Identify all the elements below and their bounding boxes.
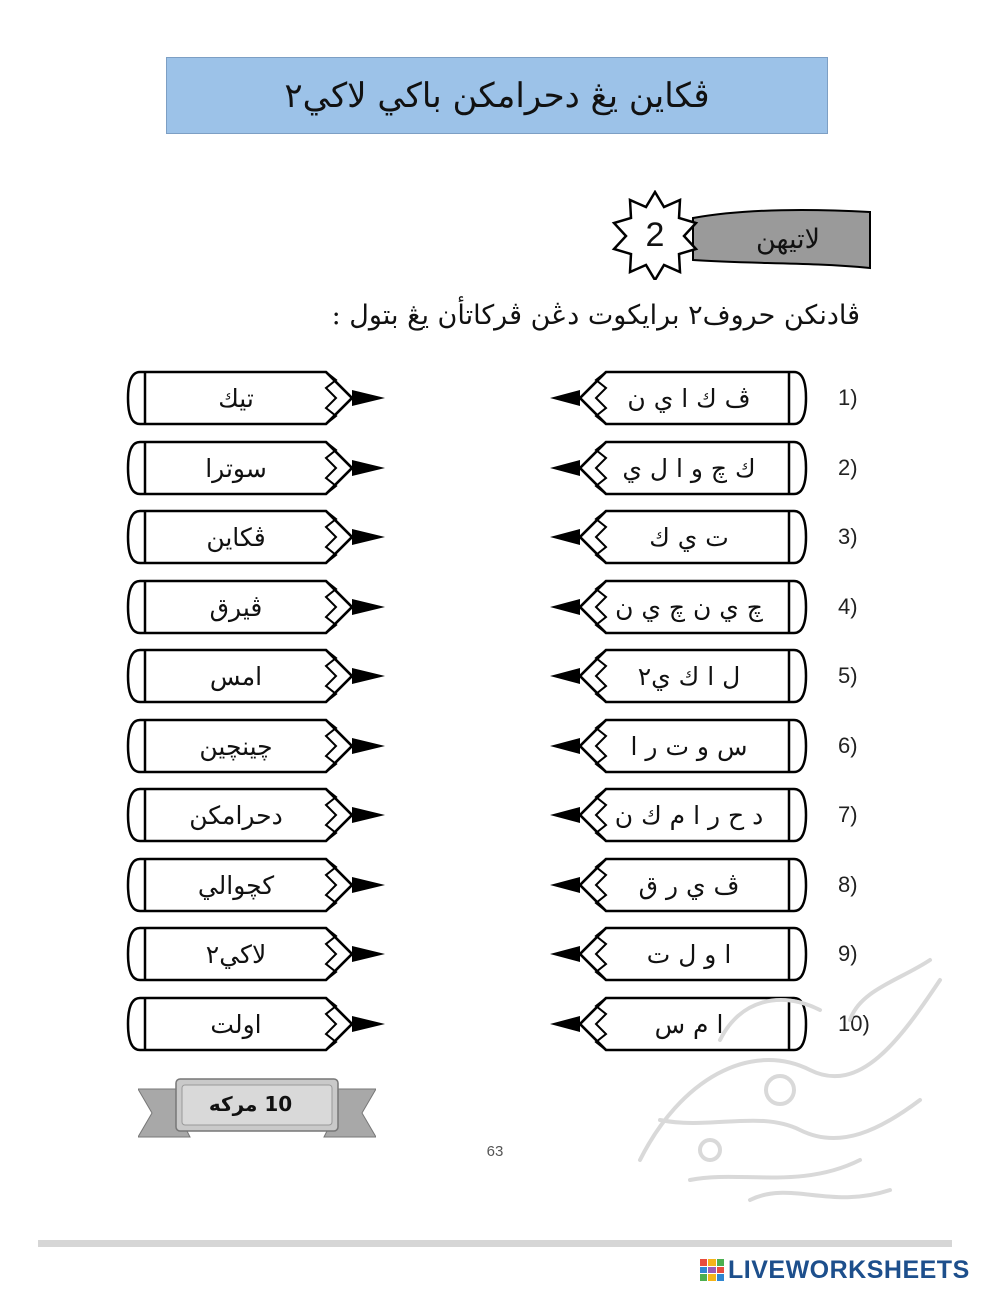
- word-text: تيك: [218, 383, 254, 413]
- letters-text: ا م س: [654, 1009, 724, 1039]
- letters-text: چ ي ن چ ي ن: [615, 592, 763, 622]
- word-text: اولت: [210, 1009, 262, 1039]
- footer-divider: [38, 1240, 952, 1247]
- word-text: دحرامكن: [189, 800, 283, 830]
- word-text: كچوالي: [197, 870, 275, 900]
- letters-pencil[interactable]: [0, 370, 820, 426]
- row-number: 5): [838, 663, 858, 688]
- letters-text: ڤ ي ر ق: [638, 870, 740, 900]
- row-number: 4): [838, 594, 858, 619]
- letters-text: س و ت ر ا: [630, 731, 748, 761]
- marks-label: 10 مركه: [208, 1092, 293, 1116]
- word-text: سوترا: [205, 453, 267, 483]
- exercise-badge: [598, 190, 873, 280]
- word-text: ڤيرق: [209, 592, 263, 622]
- row-number: 1): [838, 385, 858, 410]
- worksheet-title: ڤكاين يڠ دحرامكن باكي لاكي٢: [284, 75, 710, 116]
- row-number: 7): [838, 802, 858, 827]
- letters-pencil[interactable]: [0, 857, 820, 913]
- letters-text: ل ا ك ي٢: [637, 661, 741, 691]
- letters-pencil[interactable]: [0, 579, 820, 635]
- letters-pencil[interactable]: [0, 787, 820, 843]
- word-text: لاكي٢: [205, 939, 267, 969]
- row-number: 6): [838, 733, 858, 758]
- row-number: 9): [838, 941, 858, 966]
- exercise-number: 2: [645, 215, 665, 254]
- worksheet-title-banner: [166, 57, 828, 134]
- letters-text: ا و ل ت: [646, 939, 732, 969]
- row-number: 2): [838, 455, 858, 480]
- row-number: 8): [838, 872, 858, 897]
- word-text: امس: [209, 661, 263, 691]
- letters-pencil[interactable]: [0, 509, 820, 565]
- letters-pencil[interactable]: [0, 440, 820, 496]
- page-number: 63: [486, 1143, 504, 1160]
- letters-text: د ح ر ا م ك ن: [614, 800, 764, 830]
- word-text: ڤكاين: [206, 522, 266, 552]
- liveworksheets-logo-icon: [700, 1259, 724, 1281]
- exercise-label: لاتيهن: [755, 223, 821, 255]
- letters-text: ك چ و ا ل ي: [622, 453, 756, 483]
- letters-text: ت ي ك: [649, 522, 729, 552]
- row-number: 3): [838, 524, 858, 549]
- row-number: 10): [838, 1011, 870, 1036]
- letters-pencil[interactable]: [0, 718, 820, 774]
- calligraphy-watermark: [600, 920, 970, 1220]
- brand-name: LIVEWORKSHEETS: [728, 1255, 970, 1284]
- letters-pencil[interactable]: [0, 648, 820, 704]
- liveworksheets-brand[interactable]: [700, 1255, 970, 1285]
- instruction-text: ڤادنكن حروف٢ برايكوت دڠن ڤركاتأن يڠ بتول :: [331, 300, 860, 331]
- word-text: چينچين: [199, 731, 273, 761]
- letters-text: ڤ ك ا ي ن: [627, 383, 751, 413]
